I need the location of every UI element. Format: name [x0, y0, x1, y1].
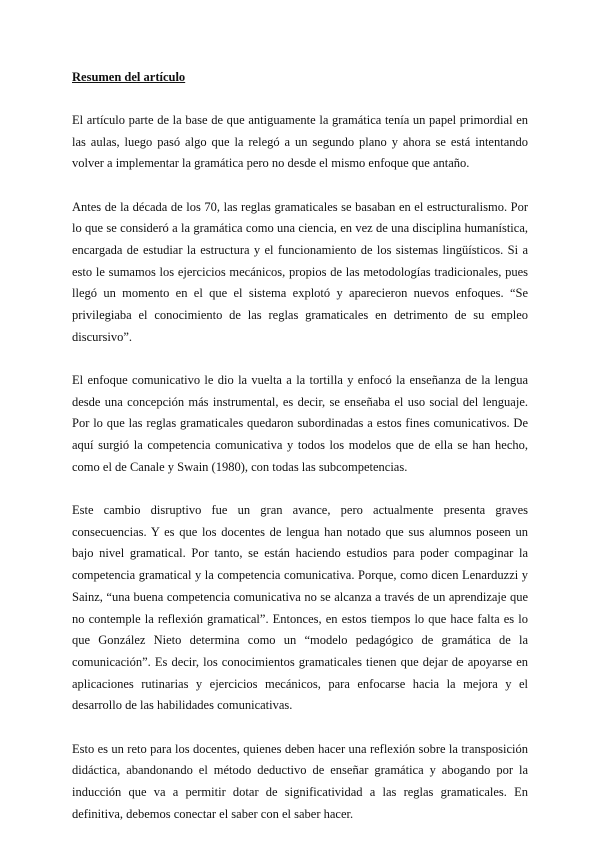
paragraph-5: Esto es un reto para los docentes, quienes deben hacer una reflexión sobre la transposición didáctica, abandonando el método deductivo de enseñar gramática y abogando por la inducción que va a permitir dotar de significatividad a las reglas gramaticales. En definitiva, debemos conectar el saber con el saber hacer.: [72, 741, 528, 821]
document-page: [72, 66, 528, 847]
paragraph-2: Antes de la década de los 70, las reglas gramaticales se basaban en el estructuralismo. Por lo que se consideró a la gramática como una ciencia, en vez de una disciplina humanística, encargada de estudiar la estructura y el funcionamiento de los sistemas lingüísticos. Si a esto le sumamos los ejercicios mecánicos, propios de las metodologías tradicionales, pues llegó un momento en el que el sistema explotó y aparecieron nuevos enfoques. “Se privilegiaba el conocimiento de las reglas gramaticales en detrimento de su empleo discursivo”.: [72, 199, 528, 344]
paragraph-4: Este cambio disruptivo fue un gran avance, pero actualmente presenta graves consecuencias. Y es que los docentes de lengua han notado que sus alumnos poseen un bajo nivel gramatical. Por tanto, se están haciendo estudios para poder compaginar la competencia gramatical y la competencia comunicativa. Porque, como dicen Lenarduzzi y Sainz, “una buena competencia comunicativa no se alcanza a través de un aprendizaje que no contemple la reflexión gramatical”. Entonces, en estos tiempos lo que hace falta es lo que González Nieto determina como un “modelo pedagógico de gramática de la comunicación”. Es decir, los conocimientos gramaticales tienen que dejar de apoyarse en aplicaciones rutinarias y ejercicios mecánicos, para enfocarse hacia la mejora y el desarrollo de las habilidades comunicativas.: [72, 503, 528, 713]
document-title: Resumen del artículo: [72, 70, 186, 84]
paragraph-1: El artículo parte de la base de que antiguamente la gramática tenía un papel primordial en las aulas, luego pasó algo que la relegó a un segundo plano y ahora se está intentando volver a implementar la gramática pero no desde el mismo enfoque que antaño.: [72, 113, 528, 171]
paragraph-3: El enfoque comunicativo le dio la vuelta a la tortilla y enfocó la enseñanza de la lengua desde una concepción más instrumental, es decir, se enseñaba el uso social del lenguaje. Por lo que las reglas gramaticales quedaron subordinadas a estos fines comunicativos. De aquí surgió la competencia comunicativa y todos los modelos que de ella se han hecho, como el de Canale y Swain (1980), con todas las subcompetencias.: [72, 373, 528, 474]
